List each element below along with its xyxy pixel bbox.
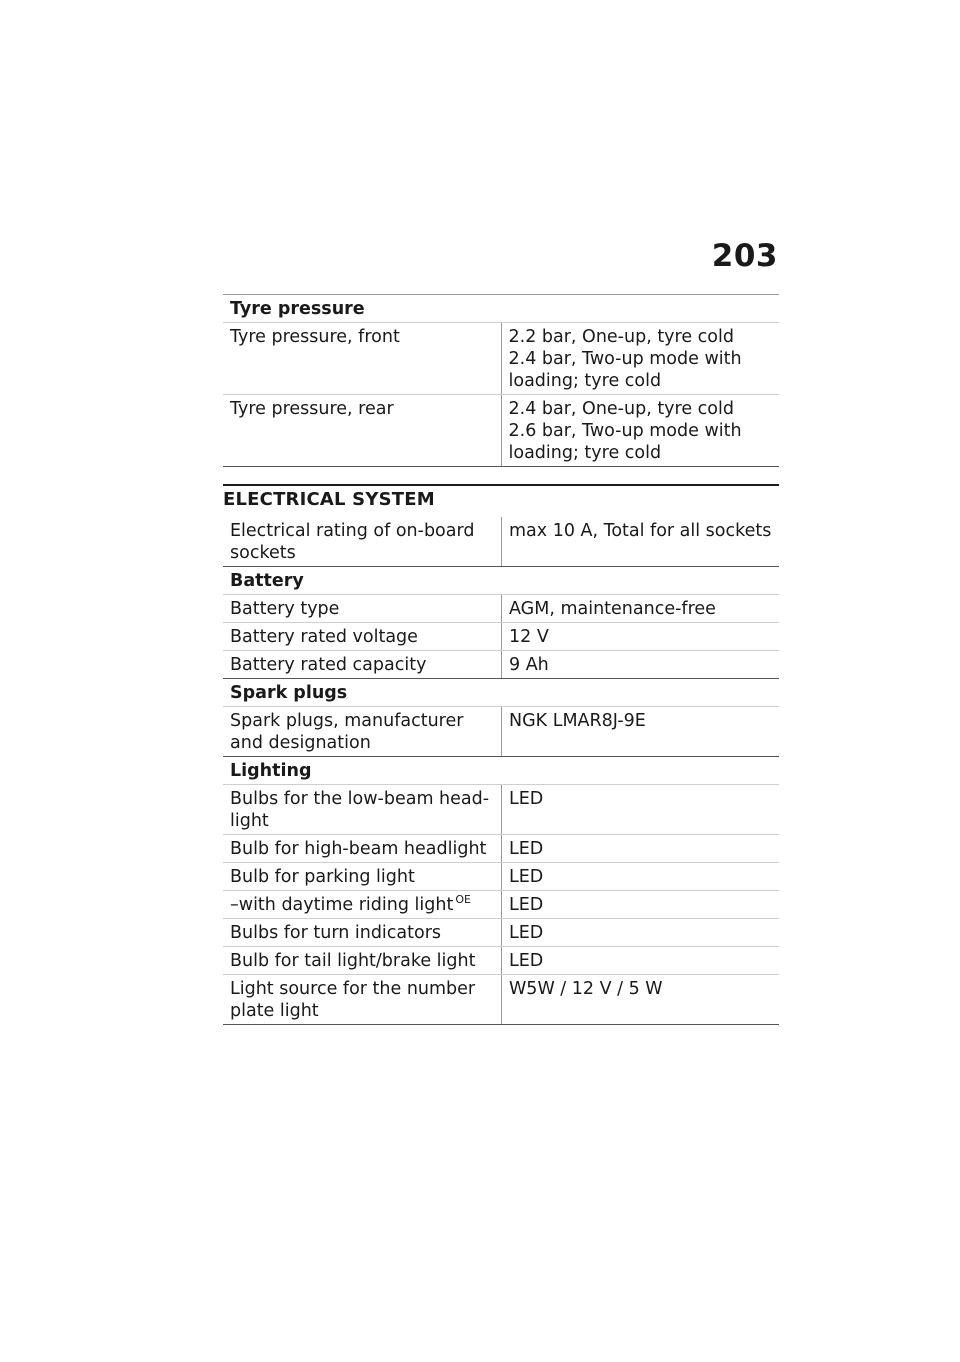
page-content xyxy=(223,294,779,1025)
table-row xyxy=(223,891,779,919)
spec-value: AGM, maintenance-free xyxy=(502,595,780,623)
spec-label: Bulb for parking light xyxy=(223,863,502,891)
table-row xyxy=(223,651,779,679)
table-row xyxy=(223,975,779,1025)
spec-value xyxy=(501,323,779,395)
tyre-pressure-table xyxy=(223,294,779,467)
spec-label-text: –with daytime riding light xyxy=(230,895,454,915)
spec-value: 9 Ah xyxy=(502,651,780,679)
table-row xyxy=(223,517,779,567)
table-row xyxy=(223,947,779,975)
table-row xyxy=(223,785,779,835)
group-heading: Spark plugs xyxy=(223,679,779,707)
table-row xyxy=(223,863,779,891)
value-line: 2.4 bar, Two-up mode with xyxy=(508,349,742,369)
value-line: 2.2 bar, One-up, tyre cold xyxy=(508,327,734,347)
value-line: 2.4 bar, One-up, tyre cold xyxy=(508,399,734,419)
spec-label: Battery rated capacity xyxy=(223,651,502,679)
section-heading: ELECTRICAL SYSTEM xyxy=(223,484,779,517)
spec-label xyxy=(223,891,502,919)
value-line: loading; tyre cold xyxy=(508,443,662,463)
group-heading-row xyxy=(223,757,779,785)
group-heading-row xyxy=(223,567,779,595)
value-line: loading; tyre cold xyxy=(508,371,662,391)
spec-value: W5W / 12 V / 5 W xyxy=(502,975,780,1025)
spec-value: LED xyxy=(502,835,780,863)
table-row xyxy=(223,707,779,757)
spec-value: LED xyxy=(502,863,780,891)
spec-label: Tyre pressure, front xyxy=(223,323,501,395)
table-row xyxy=(223,623,779,651)
table-row xyxy=(223,919,779,947)
spec-value xyxy=(501,395,779,467)
spec-label: Bulb for tail light/brake light xyxy=(223,947,502,975)
spec-value: LED xyxy=(502,891,780,919)
value-line: 2.6 bar, Two-up mode with xyxy=(508,421,742,441)
spec-label: Electrical rating of on-board sockets xyxy=(223,517,502,567)
spec-label: Battery rated voltage xyxy=(223,623,502,651)
group-heading-row xyxy=(223,295,779,323)
page-number: 203 xyxy=(711,238,778,274)
spec-label: Battery type xyxy=(223,595,502,623)
spec-label: Tyre pressure, rear xyxy=(223,395,501,467)
table-row xyxy=(223,395,779,467)
group-heading: Lighting xyxy=(223,757,779,785)
spec-label: Bulbs for turn indicators xyxy=(223,919,502,947)
optional-equipment-marker: OE xyxy=(455,893,471,907)
group-heading-row xyxy=(223,679,779,707)
table-row xyxy=(223,595,779,623)
spec-value: LED xyxy=(502,947,780,975)
spec-label: Bulb for high-beam headlight xyxy=(223,835,502,863)
table-row xyxy=(223,835,779,863)
group-heading: Battery xyxy=(223,567,779,595)
spec-value: LED xyxy=(502,919,780,947)
spec-value: LED xyxy=(502,785,780,835)
spec-value: max 10 A, Total for all sockets xyxy=(502,517,780,567)
group-heading: Tyre pressure xyxy=(223,295,779,323)
spec-value: NGK LMAR8J-9E xyxy=(502,707,780,757)
spec-label: Spark plugs, manufacturer and designation xyxy=(223,707,502,757)
spec-label: Bulbs for the low-beam head-light xyxy=(223,785,502,835)
electrical-system-table xyxy=(223,517,779,1025)
spec-label: Light source for the number plate light xyxy=(223,975,502,1025)
table-row xyxy=(223,323,779,395)
spec-value: 12 V xyxy=(502,623,780,651)
